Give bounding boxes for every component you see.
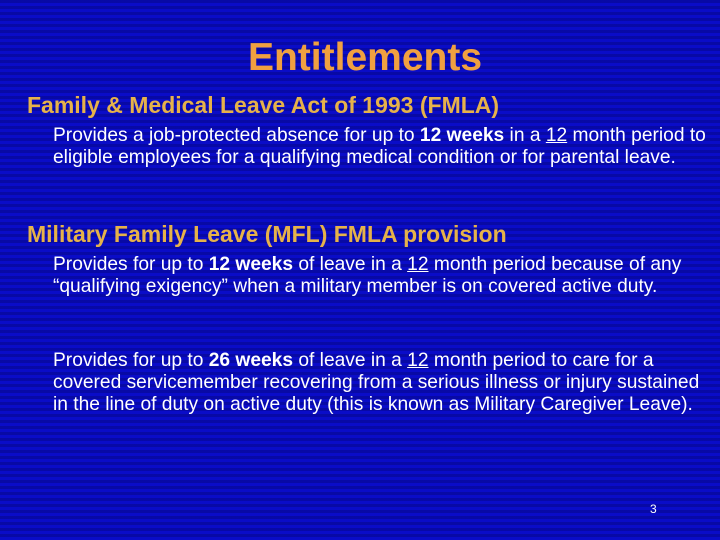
mfl-caregiver-months: 12 — [407, 350, 429, 371]
mfl-exigency-text-3: month period because of any “qualifying exigency” when a military member is on covered active duty. — [53, 254, 682, 297]
mfl-caregiver-text-2: of leave in a — [293, 350, 408, 371]
page-number: 3 — [650, 502, 657, 516]
mfl-exigency-description — [53, 254, 713, 298]
mfl-caregiver-weeks: 26 weeks — [208, 350, 294, 371]
mfl-exigency-weeks: 12 weeks — [208, 254, 294, 275]
fmla-text-1: Provides a job-protected absence for up to — [53, 125, 420, 146]
mfl-exigency-text-1: Provides for up to — [53, 254, 209, 275]
mfl-caregiver-text-3: month period to care for a covered servicemember recovering from a serious illness or injury sustained in the line of duty on active duty (this is known as Military Caregiver Leave). — [53, 350, 700, 415]
fmla-heading: Family & Medical Leave Act of 1993 (FMLA) — [27, 92, 500, 118]
mfl-caregiver-text-1: Provides for up to — [53, 350, 209, 371]
fmla-description — [53, 125, 713, 169]
fmla-months: 12 — [545, 125, 568, 146]
mfl-exigency-text-2: of leave in a — [293, 254, 408, 275]
fmla-text-3: month period to eligible employees for a qualifying medical condition or for parental leave. — [53, 125, 706, 168]
fmla-weeks: 12 weeks — [419, 125, 505, 146]
fmla-text-2: in a — [504, 125, 546, 146]
mfl-caregiver-description — [53, 350, 713, 416]
mfl-heading: Military Family Leave (MFL) FMLA provision — [27, 221, 507, 247]
slide-title: Entitlements — [247, 36, 483, 79]
mfl-exigency-months: 12 — [407, 254, 429, 275]
